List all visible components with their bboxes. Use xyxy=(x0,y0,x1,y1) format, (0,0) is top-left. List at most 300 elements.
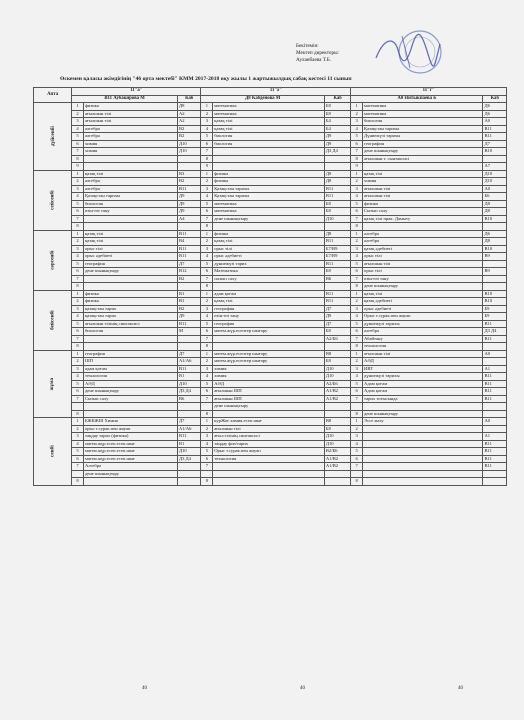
lesson-num-a: 7 xyxy=(72,395,84,403)
subject-b xyxy=(213,163,325,171)
lesson-num-a: 8 xyxy=(72,410,84,418)
lesson-num-a: 1 xyxy=(72,103,84,111)
lesson-num-a xyxy=(72,403,84,411)
table-row xyxy=(34,133,507,141)
room-c xyxy=(483,343,507,351)
subject-c: Абайтану xyxy=(363,335,483,343)
table-row xyxy=(34,155,507,163)
table-row xyxy=(34,170,507,178)
subject-b: адам қоғам xyxy=(213,290,325,298)
room-b xyxy=(324,343,350,351)
subject-c xyxy=(363,470,483,478)
room-b xyxy=(324,163,350,171)
room-c: Д8 xyxy=(483,200,507,208)
class-header-row xyxy=(34,88,507,96)
room-a: В11 xyxy=(177,253,201,261)
room-a: Д7 xyxy=(177,350,201,358)
subject-c: технология xyxy=(363,343,483,351)
lesson-num-a: 7 xyxy=(72,215,84,223)
room-a: В1 xyxy=(177,373,201,381)
lesson-num-b: 8 xyxy=(201,410,213,418)
subject-b: матем.жүр.есептер шығару xyxy=(213,328,325,336)
table-row xyxy=(34,260,507,268)
subject-b: химия xyxy=(213,365,325,373)
subject-c: қазақ тілі xyxy=(363,290,483,298)
room-c: В11 xyxy=(483,463,507,471)
table-row xyxy=(34,328,507,336)
lesson-num-b: 8 xyxy=(201,283,213,291)
room-a xyxy=(177,343,201,351)
subject-a: матем.жүр.есеп.есеп.шығ xyxy=(83,440,177,448)
table-row xyxy=(34,290,507,298)
subject-a: қазақ тілі xyxy=(83,170,177,178)
lesson-num-a: 7 xyxy=(72,148,84,156)
lesson-num-a: 3 xyxy=(72,433,84,441)
room-b xyxy=(324,155,350,163)
lesson-num-b: 4 xyxy=(201,313,213,321)
table-row xyxy=(34,313,507,321)
room-c: Д8 xyxy=(483,238,507,246)
table-row xyxy=(34,253,507,261)
room-c: А0 xyxy=(483,418,507,426)
room-c xyxy=(483,403,507,411)
room-c: В11 xyxy=(483,448,507,456)
lesson-num-b: 7 xyxy=(201,463,213,471)
lesson-num-c: 9 xyxy=(351,163,363,171)
lesson-num-c: 5 xyxy=(351,320,363,328)
subject-b: орыс тілі xyxy=(213,245,325,253)
subject-a: Сызып салу xyxy=(83,395,177,403)
lesson-num-a: 5 xyxy=(72,320,84,328)
lesson-num-b: 5 xyxy=(201,260,213,268)
lesson-num-c: 1 xyxy=(351,350,363,358)
room-a xyxy=(177,478,201,486)
room-c: В11 xyxy=(483,335,507,343)
room-c: А7 xyxy=(483,163,507,171)
room-c: А0 xyxy=(483,185,507,193)
subject-c: ағылшын тілі xyxy=(363,185,483,193)
subject-c: математика xyxy=(363,110,483,118)
table-row xyxy=(34,193,507,201)
room-b: В11 xyxy=(324,193,350,201)
room-b: В6 xyxy=(324,275,350,283)
room-c: В10 xyxy=(483,148,507,156)
day-name-cell xyxy=(34,230,72,290)
room-c: Д10 xyxy=(483,170,507,178)
subject-a: таңдау тарих (физика) xyxy=(83,433,177,441)
subject-b xyxy=(213,478,325,486)
subject-b: биология xyxy=(213,140,325,148)
subject-a: АӘД xyxy=(83,380,177,388)
lesson-num-b: 8 xyxy=(201,478,213,486)
table-row xyxy=(34,478,507,486)
subject-a: қазақстан тарих xyxy=(83,313,177,321)
lesson-num-b xyxy=(201,403,213,411)
room-b: А2/Б6 xyxy=(324,380,350,388)
room-a: Д9 xyxy=(177,313,201,321)
lesson-num-c: 3 xyxy=(351,245,363,253)
room-c: Д10 xyxy=(483,178,507,186)
room-c: Б9 xyxy=(483,305,507,313)
room-a: Д9 xyxy=(177,200,201,208)
room-b: Д8 xyxy=(324,230,350,238)
subject-b: сызып салу xyxy=(213,275,325,283)
room-b: Б8 xyxy=(324,103,350,111)
subject-c: математика xyxy=(363,103,483,111)
table-row xyxy=(34,380,507,388)
subject-b xyxy=(213,148,325,156)
table-row xyxy=(34,178,507,186)
lesson-num-a: 4 xyxy=(72,125,84,133)
room-c: В11 xyxy=(483,388,507,396)
subject-b: химия xyxy=(213,373,325,381)
room-b: Д9 xyxy=(324,313,350,321)
room-b xyxy=(324,403,350,411)
subject-c xyxy=(363,403,483,411)
room-c: А1 xyxy=(483,433,507,441)
lesson-num-b: 6 xyxy=(201,140,213,148)
lesson-num-b: 3 xyxy=(201,245,213,253)
room-b: Д9 xyxy=(324,140,350,148)
subject-a xyxy=(83,478,177,486)
day-name: сейсенбі xyxy=(49,190,56,210)
table-row xyxy=(34,275,507,283)
table-row xyxy=(34,410,507,418)
lesson-num-a: 5 xyxy=(72,380,84,388)
lesson-num-a: 2 xyxy=(72,238,84,246)
subject-b: ағылшын тілі xyxy=(213,425,325,433)
subject-a: дене шынықтыру xyxy=(83,268,177,276)
day-name-cell xyxy=(34,290,72,350)
subject-b xyxy=(213,343,325,351)
table-row xyxy=(34,238,507,246)
lesson-num-b: 1 xyxy=(201,350,213,358)
subject-c: дене шынықтыру xyxy=(363,148,483,156)
lesson-num-c: 5 xyxy=(351,448,363,456)
lesson-num-b: 4 xyxy=(201,253,213,261)
lesson-num-b: 8 xyxy=(201,343,213,351)
subject-c: алгебра xyxy=(363,230,483,238)
subject-a: қазақ тілі xyxy=(83,230,177,238)
room-a: В11 xyxy=(177,365,201,373)
room-a: Д7 xyxy=(177,260,201,268)
subject-a: орыс әдебиеті xyxy=(83,253,177,261)
lesson-num-a: 4 xyxy=(72,313,84,321)
subject-a: физика xyxy=(83,298,177,306)
subject-b: дене шынықтыру xyxy=(213,215,325,223)
lesson-num-a: 9 xyxy=(72,163,84,171)
room-a: В2 xyxy=(177,275,201,283)
subject-b: физика xyxy=(213,170,325,178)
room-c xyxy=(483,283,507,291)
subject-b: қазақ тілі xyxy=(213,238,325,246)
room-c: Д7 xyxy=(483,140,507,148)
lesson-num-a: 5 xyxy=(72,448,84,456)
table-row xyxy=(34,440,507,448)
lesson-num-c: 4 xyxy=(351,313,363,321)
room-a xyxy=(177,283,201,291)
lesson-num-b: 6 xyxy=(201,455,213,463)
day-name: бейсенбі xyxy=(49,310,56,330)
subject-b: АӘД xyxy=(213,380,325,388)
table-row xyxy=(34,298,507,306)
room-a xyxy=(177,470,201,478)
lesson-num-c: 8 xyxy=(351,410,363,418)
hours-total-a: 40 xyxy=(142,686,147,691)
subject-b: география xyxy=(213,320,325,328)
lesson-num-a: 6 xyxy=(72,268,84,276)
subject-a: ШП xyxy=(83,358,177,366)
subject-b: физика xyxy=(213,230,325,238)
subject-b: өзін-өзі тану xyxy=(213,313,325,321)
subject-a: матем.жүр.есеп.есеп.шығ xyxy=(83,455,177,463)
lesson-num-a: 5 xyxy=(72,200,84,208)
room-c: В11 xyxy=(483,125,507,133)
room-a xyxy=(177,463,201,471)
table-row xyxy=(34,365,507,373)
lesson-num-b: 3 xyxy=(201,365,213,373)
room-c: Б6 xyxy=(483,193,507,201)
subject-a: физика xyxy=(83,103,177,111)
room-c: В11 xyxy=(483,320,507,328)
lesson-num-c: 4 xyxy=(351,193,363,201)
subject-c: өзін-өзі тану xyxy=(363,275,483,283)
lesson-num-c: 1 xyxy=(351,170,363,178)
room-a xyxy=(177,223,201,231)
lesson-num-b: 7 xyxy=(201,275,213,283)
subject-a: орыс т.сурак.пен жауап xyxy=(83,425,177,433)
subject-c: тарих тоғысында xyxy=(363,395,483,403)
room-a xyxy=(177,335,201,343)
subject-c: ағылшын тілі xyxy=(363,193,483,201)
lesson-num-a: 1 xyxy=(72,230,84,238)
subject-c xyxy=(363,163,483,171)
subject-a: матем.жүр.есеп.есеп.шығ xyxy=(83,448,177,456)
room-b: Д7 xyxy=(324,320,350,328)
subject-a: алгебра xyxy=(83,185,177,193)
room-c: А1 xyxy=(483,365,507,373)
approval-block xyxy=(296,43,339,64)
room-b: Д9 xyxy=(324,133,350,141)
lesson-num-a: 3 xyxy=(72,305,84,313)
lesson-num-a: 1 xyxy=(72,170,84,178)
lesson-num-b: 6 xyxy=(201,268,213,276)
subject-c: биология xyxy=(363,118,483,126)
subject-a: Алгебра xyxy=(83,463,177,471)
day-name: сәрсенбі xyxy=(49,250,56,270)
subject-a: ағылшын тілі xyxy=(83,118,177,126)
subject-c xyxy=(363,223,483,231)
room-header-c: Каб xyxy=(483,95,507,103)
subject-b: дене шынықтыру xyxy=(213,403,325,411)
lesson-num-b: 2 xyxy=(201,298,213,306)
lesson-num-c: 6 xyxy=(351,328,363,336)
room-a: В11 xyxy=(177,433,201,441)
room-b: Б8 xyxy=(324,200,350,208)
room-a: Д10 xyxy=(177,140,201,148)
subject-a xyxy=(83,403,177,411)
lesson-num-b: 1 xyxy=(201,170,213,178)
room-b: Б8 xyxy=(324,328,350,336)
room-c: В9 xyxy=(483,253,507,261)
lesson-num-c: 5 xyxy=(351,380,363,388)
subject-c: Дүниежүзі тарихы xyxy=(363,133,483,141)
lesson-num-a: 8 xyxy=(72,155,84,163)
lesson-num-a: 6 xyxy=(72,140,84,148)
lesson-num-a: 5 xyxy=(72,260,84,268)
room-c: В11 xyxy=(483,373,507,381)
lesson-num-a: 8 xyxy=(72,478,84,486)
lesson-num-c: 8 xyxy=(351,223,363,231)
table-row xyxy=(34,215,507,223)
room-c: Д6 xyxy=(483,110,507,118)
room-b: А1/В2 xyxy=(324,455,350,463)
room-a: В1 xyxy=(177,290,201,298)
room-b: Д7 xyxy=(324,305,350,313)
lesson-num-b: 4 xyxy=(201,125,213,133)
lesson-num-b: 3 xyxy=(201,305,213,313)
subject-b: Қазақстан тарихы xyxy=(213,185,325,193)
lesson-num-b: 3 xyxy=(201,118,213,126)
lesson-num-a: 7 xyxy=(72,463,84,471)
lesson-num-a: 1 xyxy=(72,350,84,358)
room-b: Б4 xyxy=(324,125,350,133)
subject-c: орыс әдебиеті xyxy=(363,305,483,313)
room-b: Б4 xyxy=(324,118,350,126)
schedule-body xyxy=(34,103,507,486)
room-a: Д10 xyxy=(177,380,201,388)
lesson-num-b: 2 xyxy=(201,178,213,186)
subject-c: дүниежүзі тарихы xyxy=(363,373,483,381)
room-a: В11 xyxy=(177,230,201,238)
lesson-num-a: 2 xyxy=(72,298,84,306)
subject-a xyxy=(83,163,177,171)
room-a: В11 xyxy=(177,245,201,253)
lesson-num-c: 1 xyxy=(351,290,363,298)
subject-a xyxy=(83,335,177,343)
room-b: Д10 xyxy=(324,373,350,381)
teacher-c: А0 Нитыкпаева Б xyxy=(351,95,483,103)
room-a: В2 xyxy=(177,305,201,313)
lesson-num-a: 6 xyxy=(72,388,84,396)
subject-b: қазақ тілі xyxy=(213,298,325,306)
lesson-num-a: 1 xyxy=(72,290,84,298)
lesson-num-b: 6 xyxy=(201,388,213,396)
lesson-num-b: 5 xyxy=(201,320,213,328)
table-row xyxy=(34,268,507,276)
lesson-num-a: 2 xyxy=(72,358,84,366)
subject-a: дене шынықтыру xyxy=(83,388,177,396)
lesson-num-b: 9 xyxy=(201,163,213,171)
room-c: А0 xyxy=(483,350,507,358)
room-c: Д6 xyxy=(483,230,507,238)
subject-a: Қазақстан тарихы xyxy=(83,193,177,201)
subject-b: Қазақстан тарихы xyxy=(213,193,325,201)
subject-b: ағыл.тілінің синтаксисі xyxy=(213,433,325,441)
lesson-num-a: 3 xyxy=(72,365,84,373)
room-c: В11 xyxy=(483,440,507,448)
lesson-num-b: 2 xyxy=(201,425,213,433)
room-b: В11 xyxy=(324,185,350,193)
subject-a xyxy=(83,155,177,163)
subject-c xyxy=(363,463,483,471)
room-b: В8 xyxy=(324,350,350,358)
subject-a: химия xyxy=(83,148,177,156)
lesson-num-a: 4 xyxy=(72,253,84,261)
lesson-num-b: 1 xyxy=(201,290,213,298)
room-b: Б7/В9 xyxy=(324,245,350,253)
subject-c: қазақ тілі xyxy=(363,170,483,178)
hours-total-c: 40 xyxy=(458,686,463,691)
table-row xyxy=(34,320,507,328)
table-row xyxy=(34,208,507,216)
lesson-num-b: 7 xyxy=(201,335,213,343)
subject-a: қазақстан тарих xyxy=(83,305,177,313)
subject-a: география xyxy=(83,350,177,358)
room-c: В10 xyxy=(483,245,507,253)
lesson-num-b: 2 xyxy=(201,110,213,118)
subject-a: физика xyxy=(83,290,177,298)
approval-line-2: Мектеп директоры: xyxy=(296,50,340,56)
table-row xyxy=(34,373,507,381)
room-c: В11 xyxy=(483,395,507,403)
room-header-a: Каб xyxy=(177,95,201,103)
lesson-num-a: 4 xyxy=(72,373,84,381)
table-row xyxy=(34,395,507,403)
lesson-num-b: 3 xyxy=(201,433,213,441)
table-row xyxy=(34,230,507,238)
room-b: Б8 xyxy=(324,425,350,433)
subject-b: курЖоғ.химия.есеп.шығ xyxy=(213,418,325,426)
room-b: Б7/В9 xyxy=(324,253,350,261)
subject-b: қазақ тілі xyxy=(213,118,325,126)
lesson-num-c: 2 xyxy=(351,298,363,306)
room-b: Д3 Д4 xyxy=(324,148,350,156)
room-a: Д9 xyxy=(177,208,201,216)
lesson-num-a: 6 xyxy=(72,208,84,216)
subject-c: қазақ әдебиеті xyxy=(363,245,483,253)
lesson-num-b: 5 xyxy=(201,200,213,208)
day-name: жұма xyxy=(49,377,56,390)
subject-b: матем.жүр.есептер шығару xyxy=(213,358,325,366)
room-c: В11 xyxy=(483,133,507,141)
lesson-num-c: 3 xyxy=(351,305,363,313)
room-b: А1/В2 xyxy=(324,395,350,403)
subject-a: дене шынықтыру xyxy=(83,470,177,478)
subject-c: Адам қоғам xyxy=(363,388,483,396)
lesson-num-b: 4 xyxy=(201,373,213,381)
subject-a xyxy=(83,343,177,351)
lesson-num-b: 7 xyxy=(201,395,213,403)
room-b: Б8 xyxy=(324,110,350,118)
class-b-header: 11"ә" xyxy=(201,88,351,96)
table-row xyxy=(34,433,507,441)
lesson-num-c: 3 xyxy=(351,433,363,441)
subject-a xyxy=(83,223,177,231)
room-b: В11 xyxy=(324,290,350,298)
room-c xyxy=(483,275,507,283)
lesson-num-b: 5 xyxy=(201,380,213,388)
teacher-a: В11 Аубакирова М xyxy=(72,95,178,103)
room-a: В1 xyxy=(177,440,201,448)
room-a: В11 xyxy=(177,185,201,193)
room-a: Д7 xyxy=(177,418,201,426)
signature-stamp xyxy=(372,28,444,76)
subject-a: биология xyxy=(83,200,177,208)
lesson-num-a: 8 xyxy=(72,223,84,231)
lesson-num-b: 1 xyxy=(201,418,213,426)
subject-b: география xyxy=(213,305,325,313)
